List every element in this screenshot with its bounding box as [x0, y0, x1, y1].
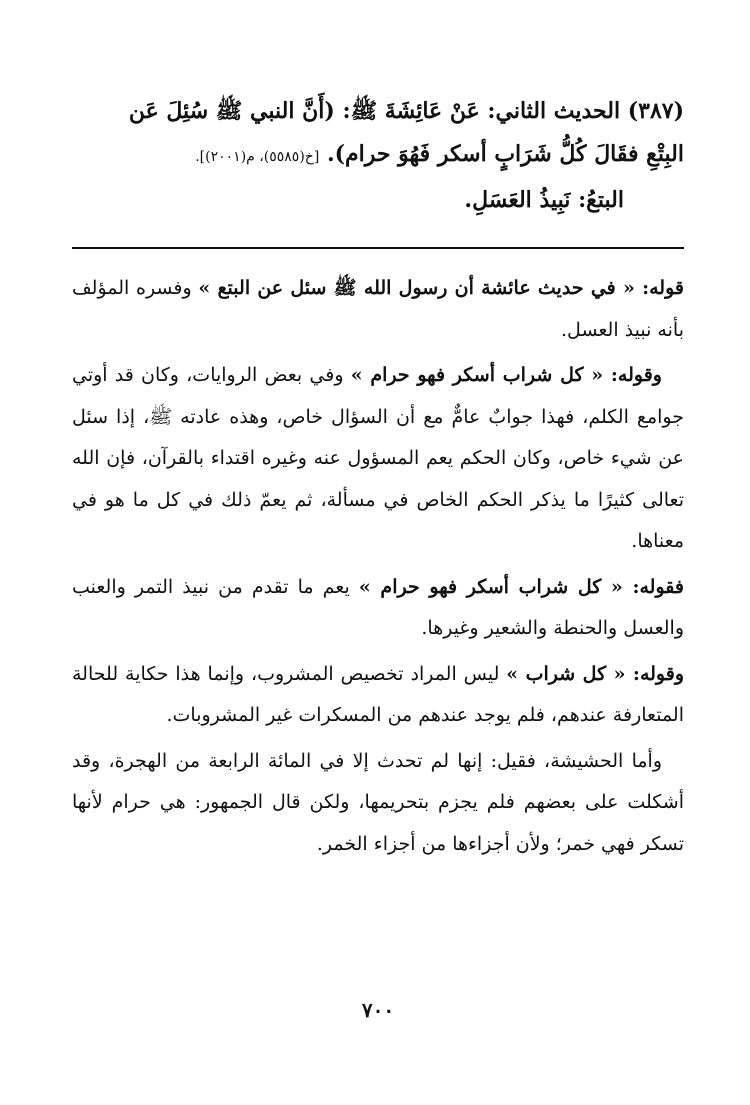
quoted-phrase: وقوله: « كل شراب »	[506, 662, 684, 685]
commentary-paragraph	[72, 741, 684, 866]
hadith-text: البِتْعِ فقَالَ كُلُّ شَرَابٍ أسكر فَهُوَ حرام).	[326, 141, 684, 167]
hadith-gloss: البتعُ: نَبِيذُ العَسَلِ.	[464, 187, 624, 213]
hadith-reference: [خ(٥٥٨٥)، م(٢٠٠١)].	[195, 149, 320, 165]
paragraph-text: وفسره المؤلف بأنه نبيذ العسل.	[72, 277, 684, 341]
section-divider	[72, 247, 684, 249]
paragraph-text: وأما الحشيشة، فقيل: إنها لم تحدث إلا في المائة الرابعة من الهجرة، وقد أشكلت على بعضهم فلم يجزم بتحريمها، ولكن قال الجمهور: هي حرام لأنها تسكر فهي خمر؛ ولأن أجزاءها من أجزاء الخمر.	[72, 749, 684, 855]
hadith-line-2	[72, 133, 684, 179]
paragraph-text: يعم ما تقدم من نبيذ التمر والعنب والعسل والحنطة والشعير وغيرها.	[72, 575, 684, 639]
quoted-phrase: وقوله: « كل شراب أسكر فهو حرام »	[350, 364, 662, 386]
commentary-section	[72, 268, 684, 869]
commentary-paragraph	[72, 355, 684, 563]
paragraph-text: وفي بعض الروايات، وكان قد أوتي جوامع الكلم، فهذا جوابٌ عامٌّ مع أن السؤال خاص، وهذه عادته ﷺ، إذا سئل عن شيء خاص، وكان الحكم يعم المسؤول عنه وغيره اقتداء بالقرآن، فإن الله تعالى كثيرًا ما يذكر الحكم الخاص في مسألة، ثم يعمّ ذلك في كل ما هو في معناها.	[72, 364, 684, 552]
page-number: ٧٠٠	[361, 998, 395, 1022]
quoted-phrase: فقوله: « كل شراب أسكر فهو حرام »	[358, 575, 684, 598]
hadith-line-1: (٣٨٧) الحديث الثاني: عَنْ عَائِشَةَ ﷺ: (أَنَّ النبي ﷺ سُئِلَ عَن	[128, 98, 684, 124]
quoted-phrase: قوله: « في حديث عائشة أن رسول الله ﷺ سئل عن البتع »	[198, 277, 684, 299]
paragraph-text: ليس المراد تخصيص المشروب، وإنما هذا حكاية للحالة المتعارفة عندهم، فلم يوجد عندهم من المسكرات غير المشروبات.	[72, 662, 684, 726]
commentary-paragraph	[72, 268, 684, 351]
commentary-paragraph	[72, 567, 684, 650]
book-page	[72, 90, 684, 1050]
hadith-block	[72, 90, 684, 222]
commentary-paragraph	[72, 654, 684, 737]
